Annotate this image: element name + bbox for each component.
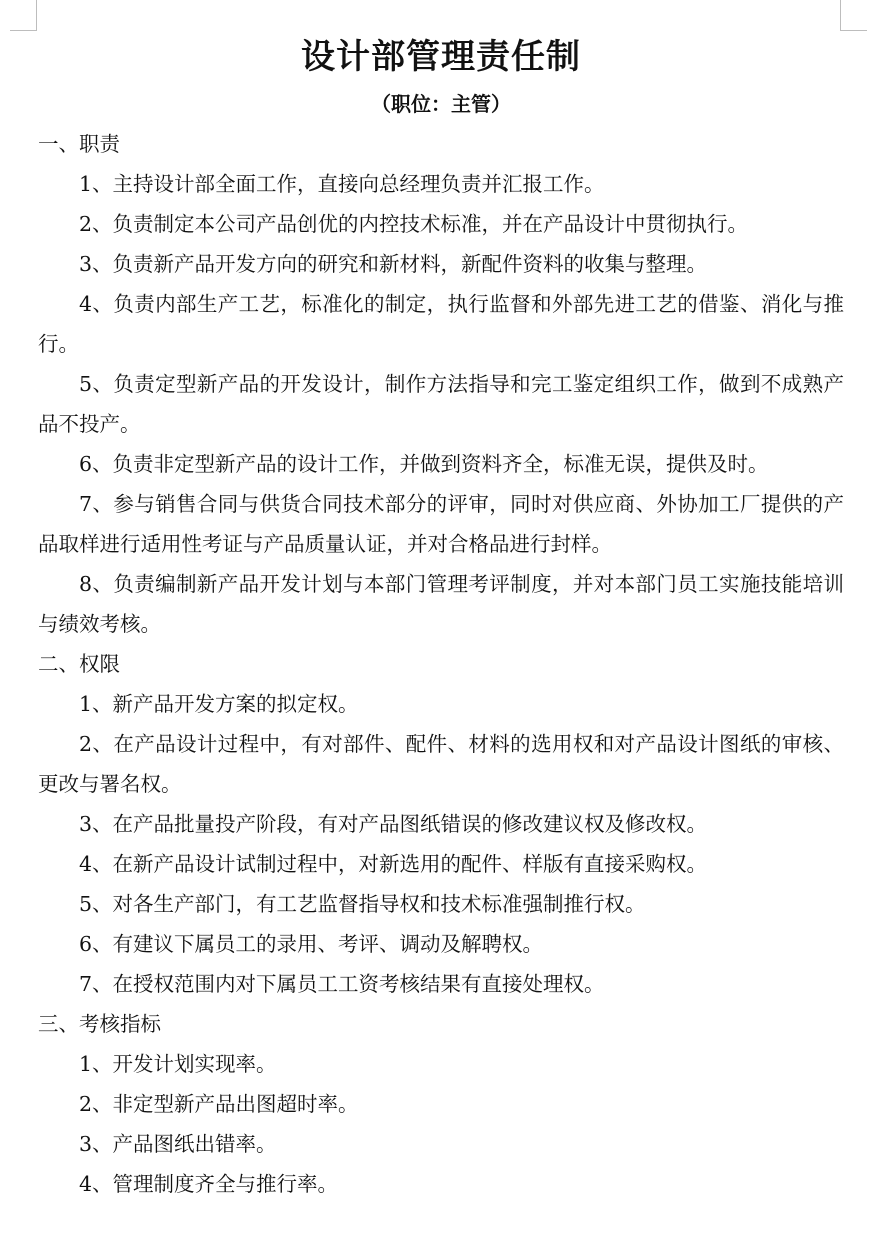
section-heading: 三、考核指标 (38, 1012, 161, 1036)
list-item: 5、对各生产部门，有工艺监督指导权和技术标准强制推行权。 (79, 892, 646, 916)
list-item: 7、参与销售合同与供货合同技术部分的评审，同时对供应商、外协加工厂提供的产品取样进行适用性考证与产品质量认证，并对合格品进行封样。 (38, 492, 844, 556)
document-page (38, 30, 844, 1204)
page-corner-mark-top-left (10, 0, 37, 31)
list-item: 2、在产品设计过程中，有对部件、配件、材料的选用权和对产品设计图纸的审核、更改与署名权。 (38, 732, 844, 796)
page-corner-mark-top-right (840, 0, 867, 31)
list-item: 1、开发计划实现率。 (79, 1052, 277, 1076)
list-item: 5、负责定型新产品的开发设计，制作方法指导和完工鉴定组织工作，做到不成熟产品不投产。 (38, 372, 844, 436)
list-item: 6、负责非定型新产品的设计工作，并做到资料齐全，标准无误，提供及时。 (79, 452, 769, 476)
list-item: 2、非定型新产品出图超时率。 (79, 1092, 359, 1116)
section-authority (38, 644, 844, 1004)
section-assessment (38, 1004, 844, 1204)
section-duties (38, 124, 844, 644)
list-item: 4、负责内部生产工艺，标准化的制定，执行监督和外部先进工艺的借鉴、消化与推行。 (38, 292, 844, 356)
document-title: 设计部管理责任制 (301, 37, 581, 77)
section-heading: 二、权限 (38, 652, 120, 676)
list-item: 1、新产品开发方案的拟定权。 (79, 692, 359, 716)
list-item: 3、产品图纸出错率。 (79, 1132, 277, 1156)
list-item: 7、在授权范围内对下属员工工资考核结果有直接处理权。 (79, 972, 605, 996)
section-heading: 一、职责 (38, 132, 120, 156)
list-item: 8、负责编制新产品开发计划与本部门管理考评制度，并对本部门员工实施技能培训与绩效考核。 (38, 572, 844, 636)
list-item: 2、负责制定本公司产品创优的内控技术标准，并在产品设计中贯彻执行。 (79, 212, 749, 236)
list-item: 1、主持设计部全面工作，直接向总经理负责并汇报工作。 (79, 172, 605, 196)
document-subtitle: （职位：主管） (371, 92, 511, 116)
list-item: 3、在产品批量投产阶段，有对产品图纸错误的修改建议权及修改权。 (79, 812, 708, 836)
list-item: 3、负责新产品开发方向的研究和新材料，新配件资料的收集与整理。 (79, 252, 708, 276)
list-item: 4、管理制度齐全与推行率。 (79, 1172, 339, 1196)
list-item: 4、在新产品设计试制过程中，对新选用的配件、样版有直接采购权。 (79, 852, 708, 876)
list-item: 6、有建议下属员工的录用、考评、调动及解聘权。 (79, 932, 544, 956)
